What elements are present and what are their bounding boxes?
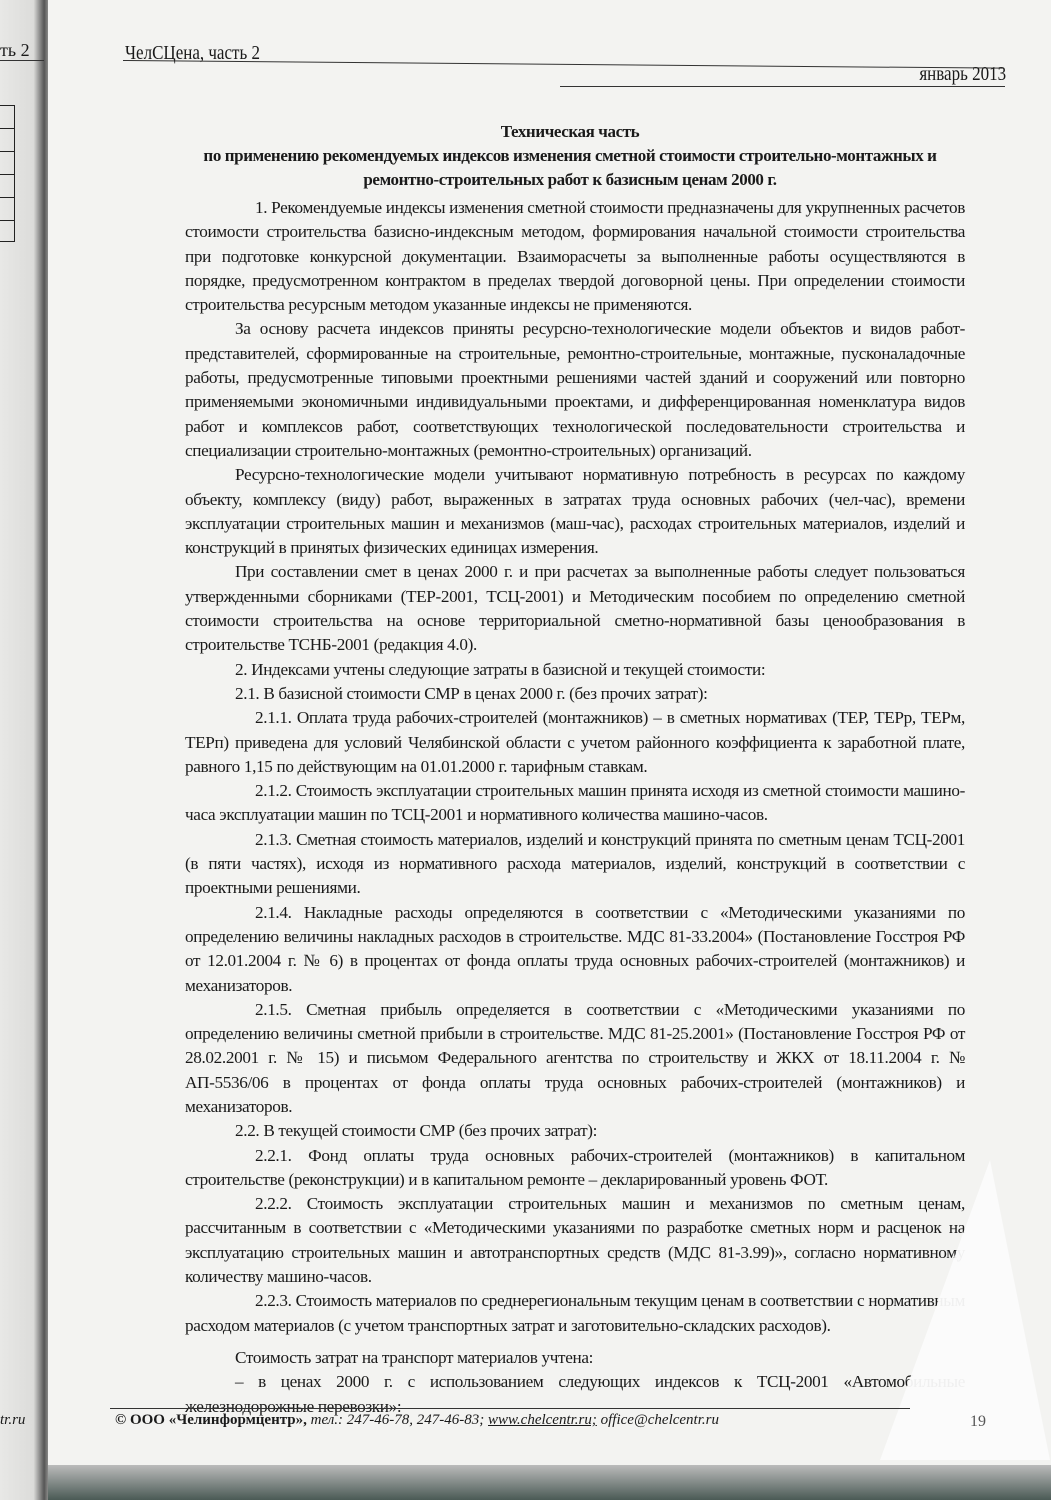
paragraph: За основу расчета индексов приняты ресурсно-технологические модели объектов и видов работ-представителей, сформированные на строительные, ремонтно-строительные, монтажные, пусконаладочные работы, предусмотренные типовыми проектными решениями частей зданий и сооружений или повторно применяемыми экономичными индивидуальными проектами, и дифференцированная номенклатура видов работ и комплексов работ, соответствующих технологической последовательности строительства и специализации строительно-монтажных (ремонтно-строительных) организаций. <box>185 319 965 460</box>
paragraph: 2.2.3. Стоимость материалов по среднерегиональным текущим ценам в соответствии с нормативным расходом материалов (с учетом транспортных затрат и заготовительно-складских расходов). <box>185 1291 965 1335</box>
paragraph: 2.1.2. Стоимость эксплуатации строительных машин принята исходя из сметной стоимости машино-часа эксплуатации машин по ТСЦ-2001 и нормативного количества машино-часов. <box>185 781 965 825</box>
body-text <box>185 196 965 1419</box>
left-page-header: ть 2 <box>0 40 30 60</box>
page-number: 19 <box>970 1413 986 1430</box>
footer-phone: тел.: 247-46-78, 247-46-83; <box>310 1412 485 1428</box>
paragraph: 2.1. В базисной стоимости СМР в ценах 2000 г. (без прочих затрат): <box>235 683 708 703</box>
paragraph: 1. Рекомендуемые индексы изменения сметной стоимости предназначены для укрупненных расчетов стоимости строительства базисно-индексным методом, формирования начальной стоимости строительства при подготовке конкурсной документации. Взаиморасчеты за выполненные работы осуществляются в порядке, предусмотренном контрактом в пределах твердой договорной цены. При определении стоимости строительства ресурсным методом указанные индексы не применяются. <box>185 198 965 315</box>
folded-page-corner <box>880 1160 1050 1460</box>
title-line-1: Техническая часть <box>500 122 640 141</box>
paragraph: 2.2.1. Фонд оплаты труда основных рабочих-строителей (монтажников) в капитальном строительстве (реконструкции) и в капитальном ремонте – декларированный уровень ФОТ. <box>185 1145 965 1189</box>
section-title <box>170 120 970 192</box>
paragraph: – в ценах 2000 г. с использованием следующих индексов к ТСЦ-2001 «Автомобильные железнодорожные перевозки»: <box>185 1372 965 1416</box>
paragraph: 2.1.3. Сметная стоимость материалов, изделий и конструкций принята по сметным ценам ТСЦ-2001 (в пяти частях), исходя из нормативного расхода материалов, изделий, конструкций в соответствии с проектными решениями. <box>185 829 965 898</box>
paragraph: 2.1.4. Накладные расходы определяются в соответствии с «Методическими указаниями по определению величины накладных расходов в строительстве. МДС 81-33.2004» (Постановление Госстроя РФ от 12.01.2004 г. № 6) в процентах от фонда оплаты труда основных рабочих-строителей (монтажников) и механизаторов. <box>185 902 965 995</box>
footer-email[interactable]: office@chelcentr.ru <box>600 1412 719 1428</box>
footer-rule <box>110 1408 910 1409</box>
left-page-edge <box>0 0 48 1500</box>
footer-website-link[interactable]: www.chelcentr.ru; <box>488 1412 597 1428</box>
left-page-footer: tr.ru <box>0 1412 26 1428</box>
paragraph: 2.1.1. Оплата труда рабочих-строителей (монтажников) – в сметных нормативах (ТЕР, ТЕРр, ТЕРм, ТЕРп) приведена для условий Челябинской области с учетом районного коэффициента к заработной плате, равного 1,15 по действующим на 01.01.2000 г. тарифным ставкам. <box>185 708 965 776</box>
paragraph: Ресурсно-технологические модели учитывают нормативную потребность в ресурсах по каждому объекту, комплексу (виду) работ, выраженных в затратах труда основных рабочих (чел-час), времени эксплуатации строительных машин и механизмов (маш-час), расходах строительных материалов, изделий и конструкций в принятых физических единицах измерения. <box>185 465 965 558</box>
paragraph: 2.2.2. Стоимость эксплуатации строительных машин и механизмов по сметным ценам, рассчитанным в соответствии с «Методическими указаниями по разработке сметных норм и расценок на эксплуатацию строительных машин и автотранспортных средств (МДС 81-3.99)», согласно нормативному количеству машино-часов. <box>185 1194 965 1287</box>
paragraph: При составлении смет в ценах 2000 г. и при расчетах за выполненные работы следует пользоваться утвержденными сборниками (ТЕР-2001, ТСЦ-2001) и Методическим пособием по определению сметной стоимости строительства на основе территориальной сметно-нормативной базы ценообразования в строительстве ТСНБ-2001 (редакция 4.0). <box>185 562 965 655</box>
paragraph: 2.2. В текущей стоимости СМР (без прочих затрат): <box>235 1121 598 1141</box>
divider <box>0 60 44 61</box>
page-shadow <box>48 1465 1051 1500</box>
footer-company: © ООО «Челинформцентр», <box>115 1412 307 1428</box>
running-header-date: январь 2013 <box>919 63 1006 85</box>
paragraph: 2. Индексами учтены следующие затраты в базисной и текущей стоимости: <box>235 659 766 679</box>
page-footer <box>115 1412 719 1429</box>
title-line-2: по применению рекомендуемых индексов изменения сметной стоимости строительно-монтажных и ремонтно-строительных работ к базисным ценам 2000 г. <box>203 146 937 189</box>
left-page-table-fragment <box>0 105 15 242</box>
header-rule <box>560 86 1005 87</box>
paragraph: 2.1.5. Сметная прибыль определяется в соответствии с «Методическими указаниями по определению величины сметной прибыли в строительстве. МДС 81-25.2001» (Постановление Госстроя РФ от 28.02.2001 г. № 15) и письмом Федерального агентства по строительству и ЖКХ от 18.11.2004 г. № АП-5536/06 в процентах от фонда оплаты труда основных рабочих-строителей (монтажников) и механизаторов. <box>185 999 965 1116</box>
running-header-left: ЧелСЦена, часть 2 <box>125 42 260 64</box>
paragraph: Стоимость затрат на транспорт материалов учтена: <box>235 1347 594 1367</box>
